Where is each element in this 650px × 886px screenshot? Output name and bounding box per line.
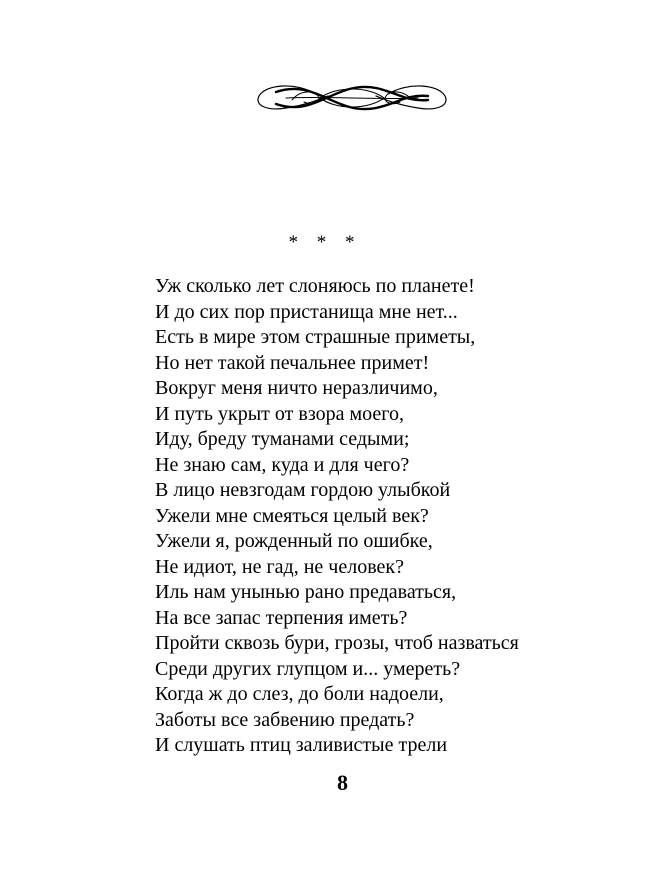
poem-line: Не знаю сам, куда и для чего? [155, 453, 410, 476]
poem-line: Ужели я, рожденный по ошибке, [155, 530, 433, 552]
poem-line: Не идиот, не гад, не человек? [155, 555, 405, 578]
poem-line: Среди других глупцом и... умереть? [155, 657, 461, 680]
flourish-ornament-icon [256, 78, 448, 118]
poem-stanza [155, 274, 519, 759]
page-number: 8 [337, 770, 348, 795]
poem-line: В лицо невзгодам гордою улыбкой [155, 479, 451, 501]
poem-line: Иду, бреду туманами седыми; [155, 428, 410, 450]
poem-line: На все запас терпения иметь? [155, 606, 408, 629]
poem-line: И слушать птиц заливистые трели [155, 734, 448, 756]
poem-line: Заботы все забвению предать? [155, 708, 415, 731]
poem-line: И путь укрыт от взора моего, [155, 402, 404, 425]
poem-line: Есть в мире этом страшные приметы, [155, 326, 476, 348]
poem-line: Иль нам унынью рано предаваться, [155, 581, 457, 603]
poem-line: И до сих пор пристанища мне нет... [155, 300, 458, 323]
poem-line: Пройти сквозь бури, грозы, чтоб назваться [155, 632, 519, 654]
section-separator: * * * [288, 232, 362, 253]
poem-line: Но нет такой печальнее примет! [155, 351, 430, 374]
poem-line: Уж сколько лет слоняюсь по планете! [155, 275, 475, 297]
poem-line: Когда ж до слез, до боли надоели, [155, 683, 444, 705]
poem-line: Ужели мне смеяться целый век? [155, 504, 429, 527]
poem-line: Вокруг меня ничто неразличимо, [155, 377, 438, 399]
